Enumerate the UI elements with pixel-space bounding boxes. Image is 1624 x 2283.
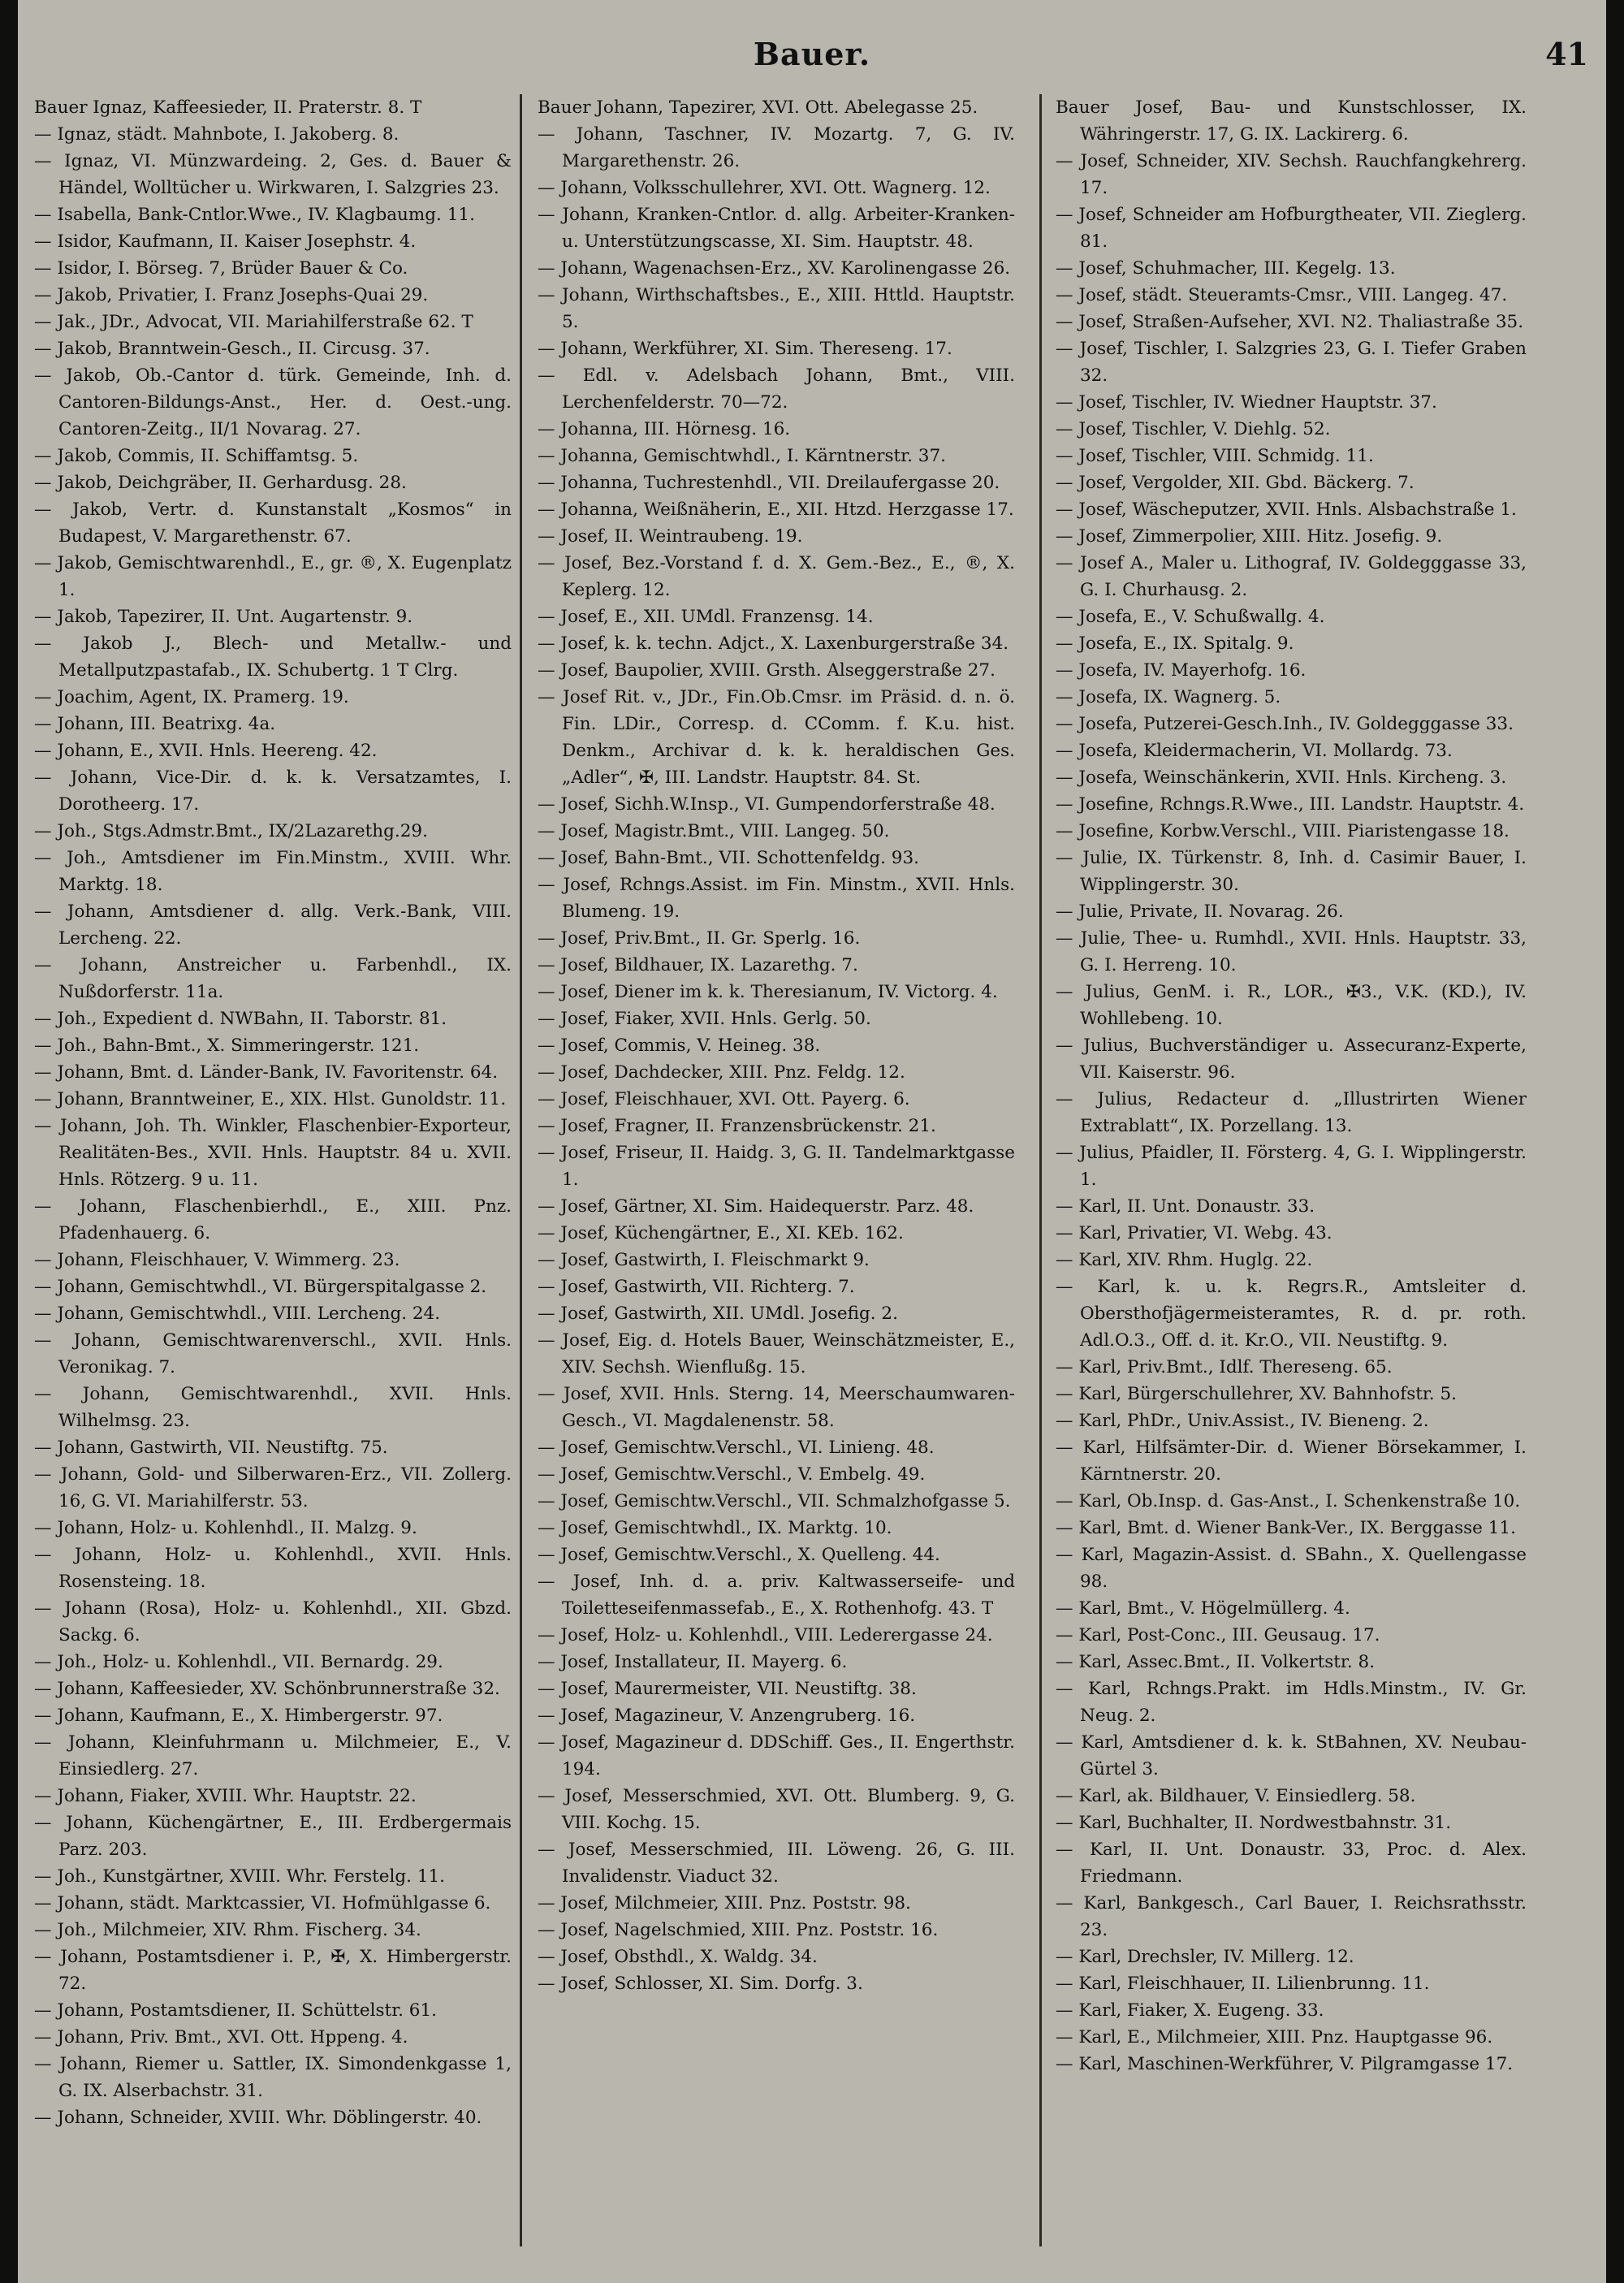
- directory-entry: — Johann, Bmt. d. Länder-Bank, IV. Favoritenstr. 64.: [34, 1062, 499, 1083]
- directory-entry: — Karl, Bürgerschullehrer, XV. Bahnhofstr. 5.: [1056, 1384, 1457, 1404]
- directory-entry: — Ignaz, städt. Mahnbote, I. Jakoberg. 8.: [34, 124, 400, 145]
- directory-entry: — Johann, Kleinfuhrmann u. Milchmeier, E., V. Einsiedlerg. 27.: [34, 1732, 512, 1779]
- directory-entry: — Josefa, E., V. Schußwallg. 4.: [1056, 607, 1325, 627]
- directory-page: [18, 0, 1606, 2283]
- directory-entry: — Johann, Gemischtwarenverschl., XVII. Hnls. Veronikag. 7.: [34, 1330, 512, 1377]
- directory-entry: — Joh., Milchmeier, XIV. Rhm. Fischerg. 34.: [34, 1920, 421, 1940]
- directory-entry: — Johann, Kaffeesieder, XV. Schönbrunnerstraße 32.: [34, 1679, 500, 1699]
- directory-entry: — Ignaz, VI. Münzwardeing. 2, Ges. d. Bauer & Händel, Wolltücher u. Wirkwaren, I. Salzgries 23.: [34, 151, 512, 198]
- directory-entry: — Josef, Gemischtwhdl., IX. Marktg. 10.: [538, 1518, 892, 1538]
- directory-entry: — Josef, Rchngs.Assist. im Fin. Minstm., XVII. Hnls. Blumeng. 19.: [538, 875, 1015, 922]
- directory-entry: — Julie, Private, II. Novarag. 26.: [1056, 902, 1344, 922]
- directory-entry: — Josef, Bahn-Bmt., VII. Schottenfeldg. 93.: [538, 848, 919, 868]
- directory-entry: — Julius, Buchverständiger u. Assecuranz-Experte, VII. Kaiserstr. 96.: [1056, 1036, 1527, 1083]
- directory-entry: — Jak., JDr., Advocat, VII. Mariahilferstraße 62. T: [34, 312, 473, 332]
- directory-entry: — Joh., Stgs.Admstr.Bmt., IX/2Lazarethg.29.: [34, 821, 428, 841]
- directory-entry: — Karl, Maschinen-Werkführer, V. Pilgramgasse 17.: [1056, 2054, 1514, 2074]
- directory-entry: — Johann, Schneider, XVIII. Whr. Döblingerstr. 40.: [34, 2108, 482, 2128]
- directory-entry: — Karl, Hilfsämter-Dir. d. Wiener Börsekammer, I. Kärntnerstr. 20.: [1056, 1438, 1527, 1485]
- directory-entry: — Johann, Postamtsdiener i. P., ✠, X. Himbergerstr. 72.: [34, 1947, 512, 1994]
- directory-entry: — Jakob, Vertr. d. Kunstanstalt „Kosmos“ in Budapest, V. Margarethenstr. 67.: [34, 499, 512, 547]
- column-3: [1056, 94, 1527, 2255]
- directory-entry: — Karl, Buchhalter, II. Nordwestbahnstr. 31.: [1056, 1813, 1452, 1833]
- directory-entry: — Josef, Schlosser, XI. Sim. Dorfg. 3.: [538, 1974, 863, 1994]
- directory-entry: — Karl, Fiaker, X. Eugeng. 33.: [1056, 2000, 1324, 2021]
- directory-entry: — Johann, städt. Marktcassier, VI. Hofmühlgasse 6.: [34, 1893, 491, 1913]
- directory-entry: — Karl, Post-Conc., III. Geusaug. 17.: [1056, 1625, 1380, 1645]
- directory-entry: — Josefa, Weinschänkerin, XVII. Hnls. Kircheng. 3.: [1056, 767, 1507, 788]
- directory-entry: — Josef, Magazineur d. DDSchiff. Ges., II. Engerthstr. 194.: [538, 1732, 1015, 1779]
- directory-entry: — Johann, Holz- u. Kohlenhdl., XVII. Hnls. Rosensteing. 18.: [34, 1545, 512, 1592]
- directory-entry: — Jakob, Commis, II. Schiffamtsg. 5.: [34, 446, 359, 466]
- directory-entry: — Karl, Drechsler, IV. Millerg. 12.: [1056, 1947, 1354, 1967]
- directory-entry: — Josef, Priv.Bmt., II. Gr. Sperlg. 16.: [538, 928, 861, 949]
- directory-entry: — Karl, Assec.Bmt., II. Volkertstr. 8.: [1056, 1652, 1376, 1672]
- directory-entry: — Josef, Milchmeier, XIII. Pnz. Poststr. 98.: [538, 1893, 911, 1913]
- directory-entry: — Josef, Gastwirth, VII. Richterg. 7.: [538, 1277, 855, 1297]
- directory-entry: — Josefa, Kleidermacherin, VI. Mollardg. 73.: [1056, 741, 1453, 761]
- directory-entry: — Josef, Gärtner, XI. Sim. Haidequerstr. Parz. 48.: [538, 1196, 974, 1217]
- directory-entry: — Karl, ak. Bildhauer, V. Einsiedlerg. 58.: [1056, 1786, 1416, 1806]
- directory-entry: — Josefine, Korbw.Verschl., VIII. Piaristengasse 18.: [1056, 821, 1510, 841]
- directory-entry: — Josef, E., XII. UMdl. Franzensg. 14.: [538, 607, 874, 627]
- directory-entry: — Johann, Volksschullehrer, XVI. Ott. Wagnerg. 12.: [538, 178, 991, 198]
- directory-entry: — Josef, Fragner, II. Franzensbrückenstr. 21.: [538, 1116, 936, 1136]
- column-divider-1: [520, 94, 522, 2246]
- directory-entry: — Jakob, Gemischtwarenhdl., E., gr. ®, X. Eugenplatz 1.: [34, 553, 512, 600]
- directory-entry: — Julie, IX. Türkenstr. 8, Inh. d. Casimir Bauer, I. Wipplingerstr. 30.: [1056, 848, 1527, 895]
- directory-entry: — Josefine, Rchngs.R.Wwe., III. Landstr. Hauptstr. 4.: [1056, 794, 1525, 815]
- directory-entry: — Karl, Bankgesch., Carl Bauer, I. Reichsrathsstr. 23.: [1056, 1893, 1527, 1940]
- directory-entry: — Josef Rit. v., JDr., Fin.Ob.Cmsr. im Präsid. d. n. ö. Fin. LDir., Corresp. d. CComm. f. K.u. hist. Denkm., Archivar d. k. k. heraldischen Ges. „Adler“, ✠, III. Landstr. Hauptstr. 84. St.: [538, 687, 1015, 788]
- directory-entry: — Karl, Magazin-Assist. d. SBahn., X. Quellengasse 98.: [1056, 1545, 1527, 1592]
- directory-entry: — Johann, Wagenachsen-Erz., XV. Karolinengasse 26.: [538, 258, 1011, 279]
- directory-entry: — Josef, städt. Steueramts-Cmsr., VIII. Langeg. 47.: [1056, 285, 1508, 305]
- directory-entry: — Johann, Branntweiner, E., XIX. Hlst. Gunoldstr. 11.: [34, 1089, 507, 1109]
- directory-entry: — Josef, Gemischtw.Verschl., VII. Schmalzhofgasse 5.: [538, 1491, 1011, 1511]
- directory-entry: — Johann, Gastwirth, VII. Neustiftg. 75.: [34, 1438, 388, 1458]
- directory-entry: — Karl, Fleischhauer, II. Lilienbrunng. 11.: [1056, 1974, 1430, 1994]
- directory-entry: — Josef, Gastwirth, I. Fleischmarkt 9.: [538, 1250, 870, 1270]
- directory-entry: — Josef, Eig. d. Hotels Bauer, Weinschätzmeister, E., XIV. Sechsh. Wienflußg. 15.: [538, 1330, 1015, 1377]
- directory-entry: — Johann, Werkführer, XI. Sim. Thereseng. 17.: [538, 339, 952, 359]
- directory-entry: — Josef, Diener im k. k. Theresianum, IV. Victorg. 4.: [538, 982, 998, 1002]
- directory-entry: — Jakob, Privatier, I. Franz Josephs-Quai 29.: [34, 285, 429, 305]
- directory-entry: — Jakob, Ob.-Cantor d. türk. Gemeinde, Inh. d. Cantoren-Bildungs-Anst., Her. d. Oest.-ung. Cantoren-Zeitg., II/1 Novarag. 27.: [34, 365, 512, 439]
- directory-entry: — Johann, Flaschenbierhdl., E., XIII. Pnz. Pfadenhauerg. 6.: [34, 1196, 512, 1243]
- directory-entry: — Johann, Gemischtwhdl., VIII. Lercheng. 24.: [34, 1304, 441, 1324]
- directory-entry: — Johann, Amtsdiener d. allg. Verk.-Bank, VIII. Lercheng. 22.: [34, 902, 512, 949]
- directory-entry: — Josef, Gemischtw.Verschl., V. Embelg. 49.: [538, 1464, 926, 1485]
- directory-entry: — Karl, k. u. k. Regrs.R., Amtsleiter d. Obersthofjägermeisteramtes, R. d. pr. roth. Adl.O.3., Off. d. it. Kr.O., VII. Neustiftg. 9.: [1056, 1277, 1527, 1351]
- page-header: [18, 36, 1606, 81]
- directory-entry: — Joh., Holz- u. Kohlenhdl., VII. Bernardg. 29.: [34, 1652, 443, 1672]
- directory-entry: — Karl, Ob.Insp. d. Gas-Anst., I. Schenkenstraße 10.: [1056, 1491, 1521, 1511]
- directory-entry: — Johann, Kranken-Cntlor. d. allg. Arbeiter-Kranken- u. Unterstützungscasse, XI. Sim. Hauptstr. 48.: [538, 205, 1015, 252]
- directory-entry: — Josef, Schneider, XIV. Sechsh. Rauchfangkehrerg. 17.: [1056, 151, 1527, 198]
- directory-entry: — Johann, E., XVII. Hnls. Heereng. 42.: [34, 741, 378, 761]
- directory-entry: — Johann, Kaufmann, E., X. Himbergerstr. 97.: [34, 1706, 443, 1726]
- directory-entry: — Josef, Messerschmied, XVI. Ott. Blumberg. 9, G. VIII. Kochg. 15.: [538, 1786, 1015, 1833]
- directory-entry: — Johann, Gemischtwarenhdl., XVII. Hnls. Wilhelmsg. 23.: [34, 1384, 512, 1431]
- directory-entry: — Josef, Gastwirth, XII. UMdl. Josefig. 2.: [538, 1304, 898, 1324]
- directory-entry: — Jakob, Deichgräber, II. Gerhardusg. 28.: [34, 473, 407, 493]
- directory-entry: — Josef, Tischler, IV. Wiedner Hauptstr. 37.: [1056, 392, 1437, 413]
- directory-entry: — Johann, Küchengärtner, E., III. Erdbergermais Parz. 203.: [34, 1813, 512, 1860]
- directory-entry: — Josef, II. Weintraubeng. 19.: [538, 526, 803, 547]
- directory-entry: — Johann (Rosa), Holz- u. Kohlenhdl., XII. Gbzd. Sackg. 6.: [34, 1598, 512, 1645]
- directory-entry: — Josef, Holz- u. Kohlenhdl., VIII. Lederergasse 24.: [538, 1625, 993, 1645]
- directory-entry: — Josef, Nagelschmied, XIII. Pnz. Poststr. 16.: [538, 1920, 939, 1940]
- directory-entry: — Josef, Installateur, II. Mayerg. 6.: [538, 1652, 848, 1672]
- directory-entry: — Joh., Bahn-Bmt., X. Simmeringerstr. 121.: [34, 1036, 420, 1056]
- directory-entry: — Johann, Wirthschaftsbes., E., XIII. Httld. Hauptstr. 5.: [538, 285, 1015, 332]
- directory-entry: — Johann, Postamtsdiener, II. Schüttelstr. 61.: [34, 2000, 437, 2021]
- directory-entry: — Josef A., Maler u. Lithograf, IV. Goldegggasse 33, G. I. Churhausg. 2.: [1056, 553, 1527, 600]
- directory-entry: — Josefa, E., IX. Spitalg. 9.: [1056, 633, 1294, 654]
- directory-entry: — Joh., Expedient d. NWBahn, II. Taborstr. 81.: [34, 1009, 447, 1029]
- directory-entry: — Karl, II. Unt. Donaustr. 33.: [1056, 1196, 1315, 1217]
- directory-entry: — Johann, Joh. Th. Winkler, Flaschenbier-Exporteur, Realitäten-Bes., XVII. Hnls. Hauptstr. 84 u. XVII. Hnls. Rötzerg. 9 u. 11.: [34, 1116, 512, 1190]
- directory-entry: — Johann, Gold- und Silberwaren-Erz., VII. Zollerg. 16, G. VI. Mariahilferstr. 53.: [34, 1464, 512, 1511]
- directory-entry: — Johanna, Tuchrestenhdl., VII. Dreilaufergasse 20.: [538, 473, 1000, 493]
- directory-entry: — Karl, Bmt. d. Wiener Bank-Ver., IX. Berggasse 11.: [1056, 1518, 1516, 1538]
- directory-entry: — Edl. v. Adelsbach Johann, Bmt., VIII. Lerchenfelderstr. 70—72.: [538, 365, 1015, 413]
- directory-entry: — Josef, Friseur, II. Haidg. 3, G. II. Tandelmarktgasse 1.: [538, 1143, 1015, 1190]
- directory-entry: — Josefa, IX. Wagnerg. 5.: [1056, 687, 1281, 707]
- directory-entry: — Karl, PhDr., Univ.Assist., IV. Bieneng. 2.: [1056, 1411, 1429, 1431]
- directory-entry: — Josef, Küchengärtner, E., XI. KEb. 162.: [538, 1223, 904, 1243]
- directory-entry: — Karl, Priv.Bmt., Idlf. Thereseng. 65.: [1056, 1357, 1393, 1377]
- directory-entry: — Josef, Tischler, I. Salzgries 23, G. I. Tiefer Graben 32.: [1056, 339, 1527, 386]
- directory-entry: — Josef, Bez.-Vorstand f. d. X. Gem.-Bez., E., ®, X. Keplerg. 12.: [538, 553, 1015, 600]
- directory-entry: — Johann, Anstreicher u. Farbenhdl., IX. Nußdorferstr. 11a.: [34, 955, 512, 1002]
- column-2: [538, 94, 1015, 2255]
- directory-entry: — Josef, Magazineur, V. Anzengruberg. 16.: [538, 1706, 916, 1726]
- directory-entry: — Johann, Holz- u. Kohlenhdl., II. Malzg. 9.: [34, 1518, 417, 1538]
- directory-entry: — Josef, Schuhmacher, III. Kegelg. 13.: [1056, 258, 1396, 279]
- directory-entry: — Johann, III. Beatrixg. 4a.: [34, 714, 276, 734]
- directory-entry: — Josef, XVII. Hnls. Sterng. 14, Meerschaumwaren-Gesch., VI. Magdalenenstr. 58.: [538, 1384, 1015, 1431]
- directory-entry: Bauer Josef, Bau- und Kunstschlosser, IX. Währingerstr. 17, G. IX. Lackirerg. 6.: [1056, 97, 1527, 145]
- directory-entry: — Josef, Inh. d. a. priv. Kaltwasserseife- und Toiletteseifenmassefab., E., X. Rothenhofg. 43. T: [538, 1572, 1015, 1619]
- directory-entry: — Johanna, Weißnäherin, E., XII. Htzd. Herzgasse 17.: [538, 499, 1014, 520]
- directory-entry: — Josef, Zimmerpolier, XIII. Hitz. Josefig. 9.: [1056, 526, 1443, 547]
- directory-entry: — Josef, Fiaker, XVII. Hnls. Gerlg. 50.: [538, 1009, 871, 1029]
- directory-entry: — Josef, Schneider am Hofburgtheater, VII. Zieglerg. 81.: [1056, 205, 1527, 252]
- directory-entry: — Julius, Redacteur d. „Illustrirten Wiener Extrablatt“, IX. Porzellang. 13.: [1056, 1089, 1527, 1136]
- directory-entry: Bauer Johann, Tapezirer, XVI. Ott. Abelegasse 25.: [538, 97, 978, 118]
- directory-entry: — Josef, Gemischtw.Verschl., VI. Linieng. 48.: [538, 1438, 935, 1458]
- directory-entry: — Karl, Rchngs.Prakt. im Hdls.Minstm., IV. Gr. Neug. 2.: [1056, 1679, 1527, 1726]
- directory-entry: — Josef, Baupolier, XVIII. Grsth. Alseggerstraße 27.: [538, 660, 996, 681]
- directory-entry: — Karl, Bmt., V. Högelmüllerg. 4.: [1056, 1598, 1350, 1619]
- directory-entry: — Josef, k. k. techn. Adjct., X. Laxenburgerstraße 34.: [538, 633, 1009, 654]
- directory-entry: — Karl, Amtsdiener d. k. k. StBahnen, XV. Neubau-Gürtel 3.: [1056, 1732, 1527, 1779]
- directory-entry: — Josef, Tischler, VIII. Schmidg. 11.: [1056, 446, 1374, 466]
- directory-entry: — Josefa, IV. Mayerhofg. 16.: [1056, 660, 1307, 681]
- page-number: 41: [1545, 36, 1588, 72]
- directory-entry: — Josef, Fleischhauer, XVI. Ott. Payerg. 6.: [538, 1089, 910, 1109]
- directory-entry: — Johann, Vice-Dir. d. k. k. Versatzamtes, I. Dorotheerg. 17.: [34, 767, 512, 815]
- directory-entry: — Josef, Tischler, V. Diehlg. 52.: [1056, 419, 1331, 439]
- directory-entry: — Johann, Fiaker, XVIII. Whr. Hauptstr. 22.: [34, 1786, 417, 1806]
- directory-entry: — Johanna, Gemischtwhdl., I. Kärntnerstr. 37.: [538, 446, 946, 466]
- directory-entry: — Isidor, I. Börseg. 7, Brüder Bauer & Co.: [34, 258, 408, 279]
- directory-entry: — Josef, Sichh.W.Insp., VI. Gumpendorferstraße 48.: [538, 794, 996, 815]
- directory-entry: — Johann, Gemischtwhdl., VI. Bürgerspitalgasse 2.: [34, 1277, 487, 1297]
- directory-entry: — Karl, XIV. Rhm. Huglg. 22.: [1056, 1250, 1313, 1270]
- column-1: [34, 94, 512, 2255]
- directory-entry: — Joh., Amtsdiener im Fin.Minstm., XVIII. Whr. Marktg. 18.: [34, 848, 512, 895]
- directory-entry: — Julius, GenM. i. R., LOR., ✠3., V.K. (KD.), IV. Wohllebeng. 10.: [1056, 982, 1527, 1029]
- directory-entry: — Jakob J., Blech- und Metallw.- und Metallputzpastafab., IX. Schubertg. 1 T Clrg.: [34, 633, 512, 681]
- directory-entry: — Josef, Bildhauer, IX. Lazarethg. 7.: [538, 955, 858, 975]
- directory-entry: — Karl, II. Unt. Donaustr. 33, Proc. d. Alex. Friedmann.: [1056, 1840, 1527, 1887]
- directory-entry: — Johann, Fleischhauer, V. Wimmerg. 23.: [34, 1250, 400, 1270]
- directory-entry: — Josef, Straßen-Aufseher, XVI. N2. Thaliastraße 35.: [1056, 312, 1524, 332]
- directory-entry: — Josef, Vergolder, XII. Gbd. Bäckerg. 7.: [1056, 473, 1415, 493]
- directory-entry: Bauer Ignaz, Kaffeesieder, II. Praterstr. 8. T: [34, 97, 422, 118]
- directory-entry: — Joachim, Agent, IX. Pramerg. 19.: [34, 687, 349, 707]
- directory-entry: — Josef, Gemischtw.Verschl., X. Quelleng. 44.: [538, 1545, 940, 1565]
- column-divider-2: [1039, 94, 1042, 2246]
- directory-entry: — Josef, Messerschmied, III. Löweng. 26, G. III. Invalidenstr. Viaduct 32.: [538, 1840, 1015, 1887]
- directory-entry: — Josef, Magistr.Bmt., VIII. Langeg. 50.: [538, 821, 890, 841]
- directory-entry: — Josef, Obsthdl., X. Waldg. 34.: [538, 1947, 818, 1967]
- directory-entry: — Johann, Taschner, IV. Mozartg. 7, G. IV. Margarethenstr. 26.: [538, 124, 1015, 171]
- directory-entry: — Karl, E., Milchmeier, XIII. Pnz. Hauptgasse 96.: [1056, 2027, 1493, 2047]
- directory-entry: — Julie, Thee- u. Rumhdl., XVII. Hnls. Hauptstr. 33, G. I. Herreng. 10.: [1056, 928, 1527, 975]
- directory-entry: — Johann, Priv. Bmt., XVI. Ott. Hppeng. 4.: [34, 2027, 408, 2047]
- directory-entry: — Josef, Maurermeister, VII. Neustiftg. 38.: [538, 1679, 917, 1699]
- directory-entry: — Josef, Commis, V. Heineg. 38.: [538, 1036, 821, 1056]
- directory-entry: — Joh., Kunstgärtner, XVIII. Whr. Ferstelg. 11.: [34, 1866, 446, 1887]
- directory-entry: — Josefa, Putzerei-Gesch.Inh., IV. Goldegggasse 33.: [1056, 714, 1514, 734]
- directory-entry: — Jakob, Tapezirer, II. Unt. Augartenstr. 9.: [34, 607, 413, 627]
- directory-entry: — Isabella, Bank-Cntlor.Wwe., IV. Klagbaumg. 11.: [34, 205, 475, 225]
- directory-entry: — Johann, Riemer u. Sattler, IX. Simondenkgasse 1, G. IX. Alserbachstr. 31.: [34, 2054, 512, 2101]
- page-title: Bauer.: [753, 36, 871, 72]
- directory-entry: — Jakob, Branntwein-Gesch., II. Circusg. 37.: [34, 339, 430, 359]
- directory-entry: — Josef, Wäscheputzer, XVII. Hnls. Alsbachstraße 1.: [1056, 499, 1517, 520]
- directory-entry: — Isidor, Kaufmann, II. Kaiser Josephstr. 4.: [34, 231, 417, 252]
- directory-entry: — Julius, Pfaidler, II. Försterg. 4, G. I. Wipplingerstr. 1.: [1056, 1143, 1527, 1190]
- directory-entry: — Josef, Dachdecker, XIII. Pnz. Feldg. 12.: [538, 1062, 905, 1083]
- directory-entry: — Karl, Privatier, VI. Webg. 43.: [1056, 1223, 1332, 1243]
- directory-entry: — Johanna, III. Hörnesg. 16.: [538, 419, 791, 439]
